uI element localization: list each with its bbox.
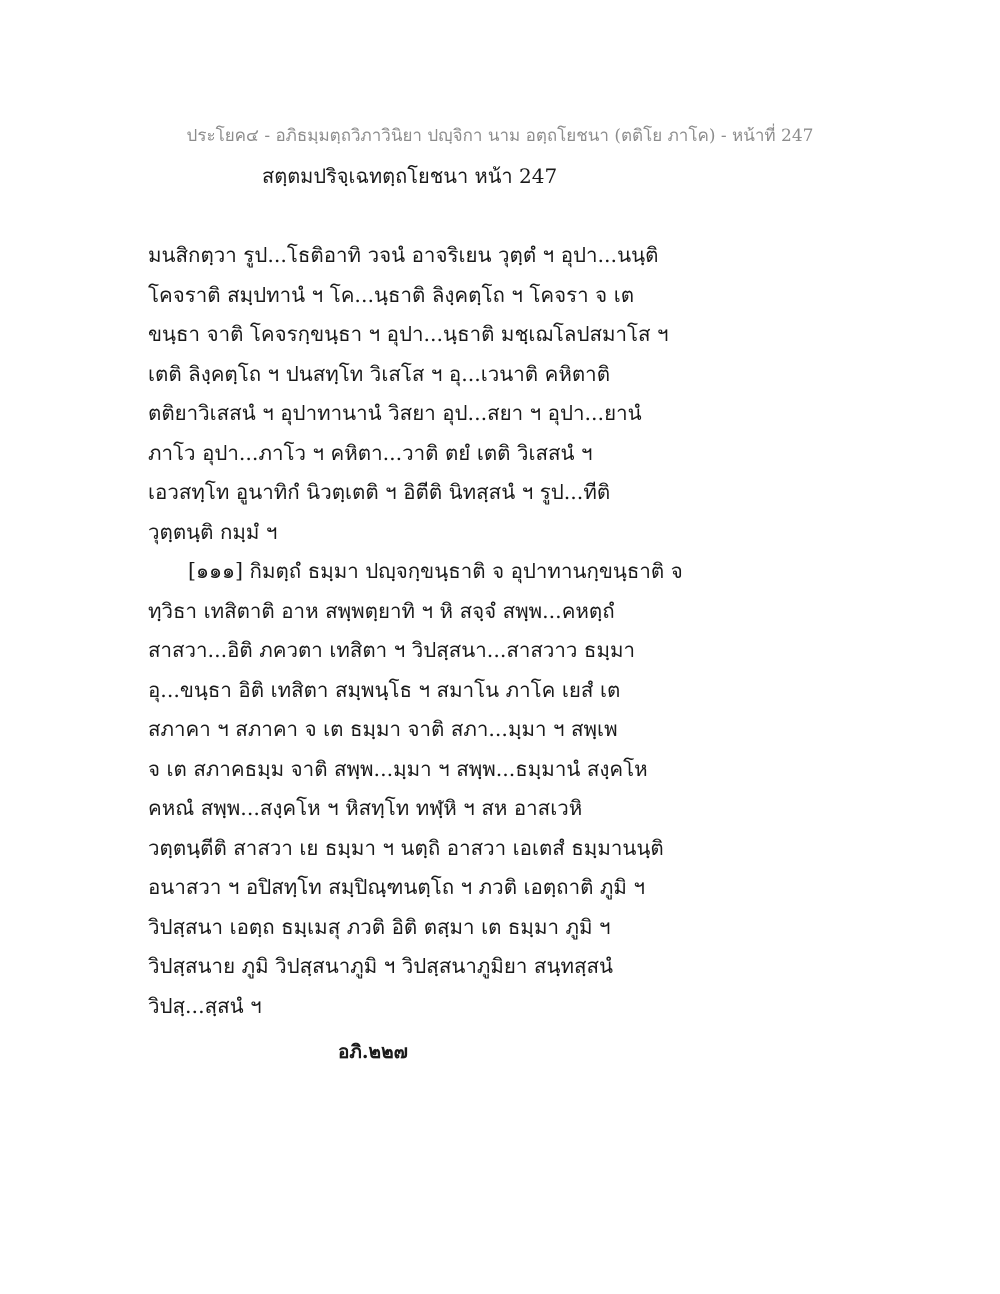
text-line: วิปสฺสนาย ภูมิ วิปสฺสนาภูมิ ฯ วิปสฺสนาภูมิยา สนฺทสฺสนํ [148,954,614,978]
chapter-header: สตฺตมปริจฺเฉทตฺถโยชนา หน้า 247 [262,164,558,188]
text-line: อนาสวา ฯ อปิสทฺโท สมฺปิณฺฑนตฺโถ ฯ ภวติ เอตฺถาติ ภูมิ ฯ [148,875,645,899]
text-line: คหณํ สพฺพ...สงฺคโห ฯ หิสทฺโท ทฬฺหิ ฯ สห อาสเวหิ [148,796,583,820]
text-line: ขนฺธา จาติ โคจรกฺขนฺธา ฯ อุปา...นฺธาติ มชฺเฌโลปสมาโส ฯ [148,322,669,346]
text-line: วุตฺตนฺติ กมฺมํ ฯ [148,519,278,544]
text-line: จ เต สภาคธมฺม จาติ สพฺพ...มฺมา ฯ สพฺพ...ธมฺมานํ สงฺคโห [148,756,648,781]
text-line: สาสวา...อิติ ภควตา เทสิตา ฯ วิปสฺสนา...สาสวาว ธมฺมา [148,638,635,662]
body-text [148,236,868,1026]
text-line: มนสิกตฺวา รูป...โธติอาทิ วจนํ อาจริเยน วุตฺตํ ฯ อุปา...นนฺติ [148,243,659,267]
running-header: ประโยค๔ - อภิธมฺมตฺถวิภาวินิยา ปญฺจิกา นาม อตฺถโยชนา (ตติโย ภาโค) - หน้าที่ 247 [186,126,814,146]
text-line: วิปสฺสนา เอตฺถ ธมฺเมสุ ภวติ อิติ ตสฺมา เต ธมฺมา ภูมิ ฯ [148,914,611,939]
text-line: เตติ ลิงฺคตฺโถ ฯ ปนสทฺโท วิเสโส ฯ อุ...เวนาติ คหิตาติ [148,361,611,386]
text-line: โคจราติ สมฺปทานํ ฯ โค...นฺธาติ ลิงฺคตฺโถ ฯ โคจรา จ เต [148,282,635,307]
text-line: อุ...ขนฺธา อิติ เทสิตา สมฺพนฺโธ ฯ สมาโน ภาโค เยสํ เต [148,677,621,702]
text-line: ตติยาวิเสสนํ ฯ อุปาทานานํ วิสยา อุป...สยา ฯ อุปา...ยานํ [148,401,642,425]
text-line: สภาคา ฯ สภาคา จ เต ธมฺมา จาติ สภา...มฺมา ฯ สพฺเพ [148,717,618,741]
page-reference: อภิ.๒๒๗ [338,1041,408,1063]
text-line: ภาโว อุปา...ภาโว ฯ คหิตา...วาติ ตยํ เตติ วิเสสนํ ฯ [148,440,593,465]
text-line: เอวสทฺโท อูนาทิกํ นิวตฺเตติ ฯ อิตีติ นิทสฺสนํ ฯ รูป...ทีติ [148,480,611,504]
text-line: วตฺตนฺตีติ สาสวา เย ธมฺมา ฯ นตฺถิ อาสวา เอเตสํ ธมฺมานนฺติ [148,835,664,860]
paragraph-start-line: [๑๑๑] กิมตฺถํ ธมฺมา ปญฺจกฺขนฺธาติ จ อุปาทานกฺขนฺธาติ จ [188,559,683,583]
text-line: ทฺวิธา เทสิตาติ อาห สพฺพตฺยาทิ ฯ หิ สจฺจํ สพฺพ...คหตฺถํ [148,598,615,623]
text-line: วิปสฺ...สฺสนํ ฯ [148,993,262,1018]
